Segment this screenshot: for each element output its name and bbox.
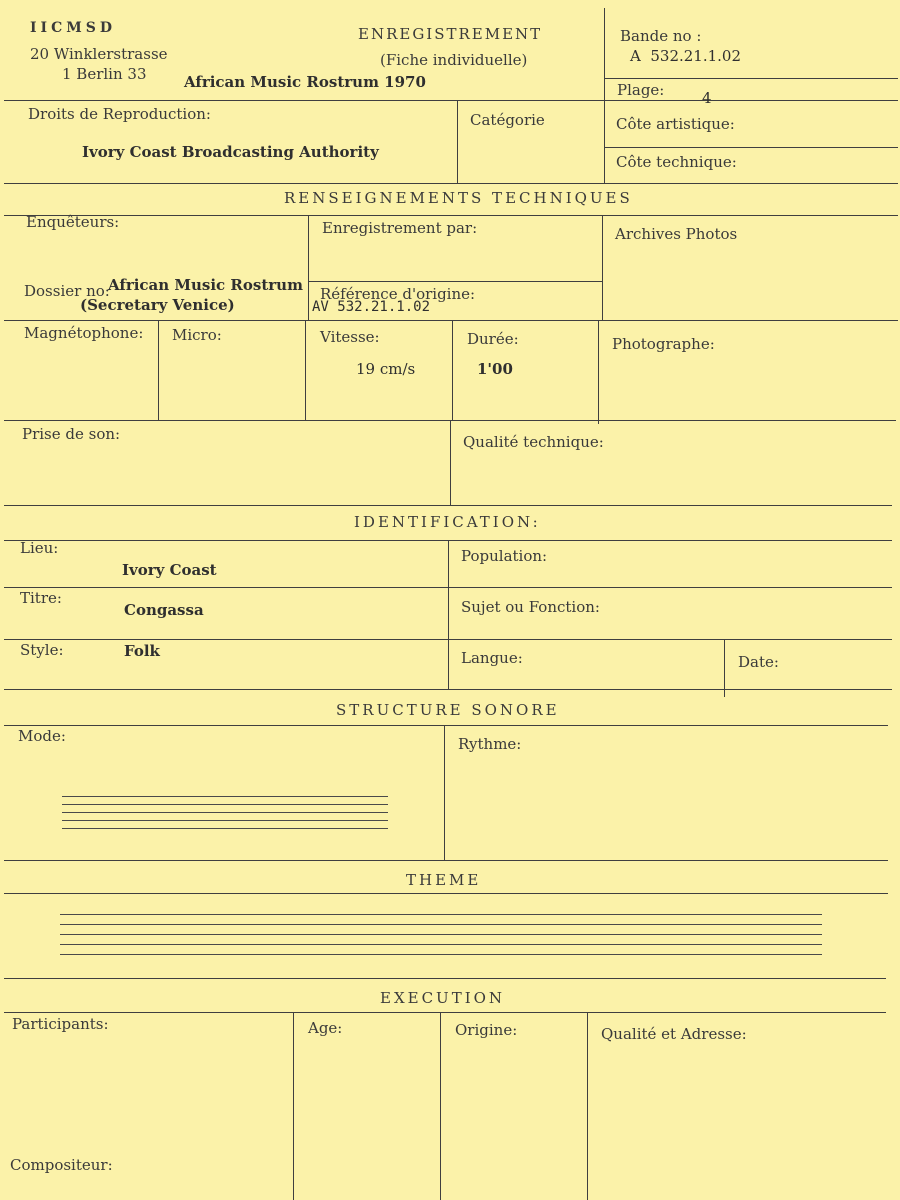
prise-de-son-label: Prise de son: [22,425,121,443]
institute-logo: IICMSD [30,20,116,36]
age-label: Age: [308,1019,343,1037]
plage-label: Plage: [617,81,665,99]
rule-technique-header [4,215,898,216]
vrule-tech-a [308,215,309,321]
vrule-tech-b [602,215,603,321]
execution-section-title: EXECUTION [380,989,506,1007]
vrule-date [724,639,725,697]
technique-section-title: RENSEIGNEMENTS TECHNIQUES [284,189,633,207]
compositeur-label: Compositeur: [10,1156,113,1174]
magnetophone-label: Magnétophone: [24,324,144,342]
form-subtitle: (Fiche individuelle) [380,51,528,69]
vrule-duree [452,320,453,420]
rule-structure-bottom [4,860,888,861]
vrule-origine [440,1012,441,1200]
rule-execution-header [4,1012,886,1013]
enregistrement-par-label: Enregistrement par: [322,219,478,237]
theme-staff-line [60,954,822,955]
date-label: Date: [738,653,779,671]
categorie-label: Catégorie [470,111,545,129]
mode-staff-line [62,812,388,813]
mode-staff-line [62,796,388,797]
population-label: Population: [461,547,548,565]
archives-photos-label: Archives Photos [615,225,738,243]
mode-staff-line [62,820,388,821]
vrule-identification [448,540,449,690]
rule-enqueteurs-bottom [4,320,898,321]
qualite-adresse-label: Qualité et Adresse: [601,1025,747,1043]
structure-section-title: STRUCTURE SONORE [336,701,560,719]
theme-staff-line [60,914,822,915]
reference-label: Référence d'origine: [320,285,476,303]
mode-label: Mode: [18,727,66,745]
vrule-age [293,1012,294,1200]
lieu-value: Ivory Coast [122,561,217,579]
rule-cote-mid [604,147,898,148]
theme-section-title: THEME [406,871,482,889]
enqueteurs-label: Enquêteurs: [26,213,120,231]
vrule-photographe [598,320,599,424]
duree-value: 1'00 [477,360,513,378]
qualite-technique-label: Qualité technique: [463,433,604,451]
photographe-label: Photographe: [612,335,715,353]
rule-theme-bottom [4,978,886,979]
sujet-label: Sujet ou Fonction: [461,598,600,616]
address-line2: 1 Berlin 33 [62,65,147,83]
lieu-label: Lieu: [20,539,59,557]
participants-label: Participants: [12,1015,109,1033]
vrule-vitesse [305,320,306,420]
dossier-value-line1: African Music Rostrum [108,276,303,294]
theme-staff-line [60,944,822,945]
cote-artistique-label: Côte artistique: [616,115,735,133]
form-title: ENREGISTREMENT [358,25,543,43]
droits-label: Droits de Reproduction: [28,105,211,123]
rule-enreg-mid [308,281,602,282]
rule-theme-header [4,893,888,894]
rule-header-bottom [4,100,898,101]
address-line1: 20 Winklerstrasse [30,45,168,63]
vrule-micro [158,320,159,420]
titre-value: Congassa [124,601,204,619]
mode-staff-line [62,828,388,829]
duree-label: Durée: [467,330,519,348]
rythme-label: Rythme: [458,735,522,753]
vrule-categorie [457,100,458,184]
titre-label: Titre: [20,589,62,607]
dossier-label: Dossier no: [24,282,110,300]
theme-staff-line [60,924,822,925]
vitesse-value: 19 cm/s [356,360,416,378]
identification-section-title: IDENTIFICATION: [354,513,541,531]
vrule-header-right [604,8,605,184]
event-name: African Music Rostrum 1970 [184,73,426,91]
vrule-qualite-adresse [587,1012,588,1200]
reference-value: AV 532.21.1.02 [312,299,431,315]
micro-label: Micro: [172,326,222,344]
rule-rights-bottom [4,183,898,184]
dossier-value-line2: (Secretary Venice) [80,296,235,314]
mode-staff-line [62,804,388,805]
origine-label: Origine: [455,1021,518,1039]
cote-technique-label: Côte technique: [616,153,737,171]
vitesse-label: Vitesse: [320,328,380,346]
bande-value: A 532.21.1.02 [630,47,742,65]
rule-structure-header [4,725,888,726]
vrule-qualite [450,420,451,505]
plage-value: 4 [702,89,712,107]
droits-value: Ivory Coast Broadcasting Authority [82,143,379,161]
theme-staff-line [60,934,822,935]
vrule-rythme [444,725,445,861]
rule-prise-bottom [4,505,892,506]
style-label: Style: [20,641,64,659]
style-value: Folk [124,642,160,660]
bande-label: Bande no : [620,27,702,45]
langue-label: Langue: [461,649,523,667]
rule-plage-top [604,78,898,79]
